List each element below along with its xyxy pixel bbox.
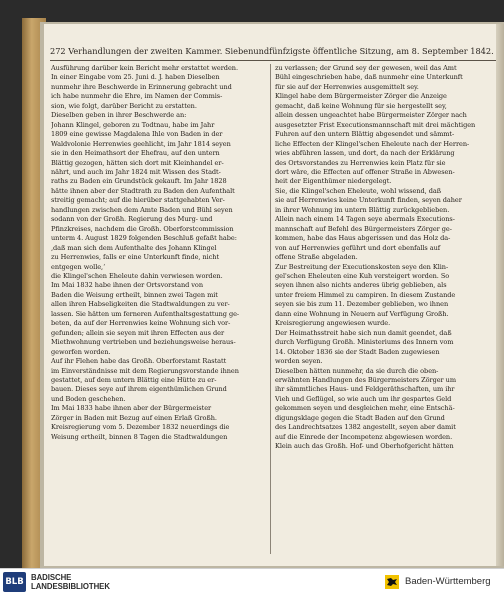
text-line: gel'schen Eheleuten eine Kuh versteigert worden. So [275, 271, 450, 280]
text-line: Klingel habe dem Bürgermeister Zörger die Anzeige [275, 92, 447, 101]
text-line: kommen, habe das Haus abgerissen und das Holz da- [275, 234, 451, 243]
left-text-column [51, 64, 271, 554]
text-line: allein dessen ungeachtet habe Bürgermeister Zörger nach [275, 111, 467, 120]
text-line: im Einverständnisse mit dem Regierungsvorstande ihnen [51, 366, 239, 375]
text-line: Ausführung darüber kein Bericht mehr erstattet werden. [51, 64, 238, 72]
text-line: geworfen worden. [51, 347, 111, 356]
text-line: Bühl eingeschrieben habe, daß nunmehr eine Unterkunft [275, 73, 463, 82]
text-line: Kreisregierung vom 5. Dezember 1832 neuerdings die [51, 423, 230, 432]
text-line: heit der Eigenthümer niedergelegt. [275, 177, 392, 186]
library-name-line-2: LANDESBIBLIOTHEK [31, 582, 110, 591]
text-line: Vieh und Geflügel, so wie auch um ihr gespartes Geld [275, 394, 452, 403]
text-line: dann eine Wohnung in Neuern auf Verfügung Großh. [275, 309, 449, 318]
text-line: streitig gemacht; auf die hierüber stattgehabten Ver- [51, 196, 225, 205]
text-line: Zur Bestreitung der Executionskosten seye den Klin- [275, 262, 449, 271]
text-line: Dieselben hätten nunmehr, da sie durch die oben- [275, 366, 439, 375]
text-line: Johann Klingel, geboren zu Todtnau, habe im Jahr [51, 120, 215, 129]
text-line: von auf Herrenwies geführt und dort ebenfalls auf [275, 243, 441, 252]
text-line: allen ihren Habseligkeiten die Stadtwaldungen zu ver- [51, 300, 230, 309]
footer-bar [0, 568, 504, 595]
text-line: wies abführen lassen, und dort, da nach der Erklärung [275, 149, 455, 158]
text-line: Dieselben geben in ihrer Beschwerde an: [51, 111, 187, 120]
text-line: ausgesetzter Frist Executionsmannschaft mit drei mächtigen [275, 120, 476, 129]
library-name[interactable] [31, 573, 110, 591]
header-rule [50, 60, 496, 61]
text-line: sie in den Heimathsort der Ehefrau, auf den untern [51, 149, 220, 158]
text-line: des Landrechtsatzes 1382 angestellt, seyen aber damit [275, 423, 456, 432]
text-line: Waldvolonie Herrenwies geehlicht, im Jahr 1814 seyen [51, 139, 231, 148]
text-line: gestattet, auf dem untern Blättig eine Hütte zu er- [51, 375, 217, 384]
text-line: Allein nach einem 14 Tagen seye abermals Executions- [275, 215, 455, 224]
text-line: sodann von der Großh. Regierung des Murg- und [51, 215, 213, 224]
text-line: Der Heimathsstreit habe sich nun damit geendet, daß [275, 328, 452, 337]
text-line: entgegen wolle,‘ [51, 262, 106, 271]
text-line: unterm 4. August 1829 folgenden Beschluß gefaßt habe: [51, 234, 237, 243]
text-line: erwähnten Handlungen des Bürgermeisters Zörger um [275, 375, 456, 384]
text-line: Fuhren auf den untern Blättig abgesendet und sämmt- [275, 130, 455, 139]
text-line: gemacht, daß keine Wohnung für sie hergestellt sey, [275, 101, 447, 110]
text-line: unter freiem Himmel zu campiren. In diesem Zustande [275, 290, 456, 299]
text-line: Pfinzkreises, nachdem die Großh. Oberforstcommission [51, 224, 234, 233]
baden-wuerttemberg-crest-icon [384, 574, 400, 590]
text-line: dort wäre, die Effecten auf offener Straße in Abwesen- [275, 167, 455, 176]
text-line: 14. Oktober 1836 sie der Stadt Baden zugewiesen [275, 347, 440, 356]
text-line: Kreisregierung angewiesen wurde. [275, 319, 391, 328]
right-text-column [275, 64, 495, 554]
text-line: nunmehr ihre Beschwerde in Erinnerung gebracht und [51, 82, 232, 91]
text-line: durch Verfügung Großh. Ministeriums des Innern vom [275, 338, 454, 347]
column-divider [270, 64, 271, 554]
blb-logo[interactable]: BLB [3, 572, 26, 592]
text-line: Auf ihr Flehen habe das Großh. Oberforstamt Rastatt [51, 357, 227, 366]
text-line: gefunden; allein sie seyen mit ihren Effecten aus der [51, 328, 225, 337]
text-line: seyen sie bis zum 11. Dezember geblieben, wo ihnen [275, 300, 449, 309]
text-line: auf die Einrede der Incompetenz abgewiesen worden. [275, 432, 453, 441]
text-line: Baden die Weisung ertheilt, binnen zwei Tagen mit [51, 290, 218, 299]
text-line: für sie auf der Herrenwies ausgemittelt sey. [275, 82, 419, 91]
text-line: Klein auch das Großh. Hof- und Oberhofgericht hätten [275, 442, 454, 451]
text-line: des Ortsvorstandes zu Herrenwies kein Platz für sie [275, 158, 446, 167]
text-line: in ihrer Wohnung im untern Blättig zurückgeblieben. [275, 205, 450, 214]
text-line: die Klingel'schen Eheleute dahin verwiesen worden. [51, 271, 223, 280]
text-line: offene Straße abgeladen. [275, 253, 358, 262]
text-line: sion, wie folgt, darüber Bericht zu erstatten. [51, 101, 197, 110]
text-line: Weisung ertheilt, binnen 8 Tagen die Stadtwaldungen [51, 432, 228, 441]
text-line: seyen ihnen also nichts anderes übrig geblieben, als [275, 281, 447, 290]
text-line: Im Mai 1833 habe ihnen aber der Bürgermeister [51, 404, 212, 413]
state-name[interactable]: Baden-Württemberg [405, 576, 491, 587]
text-line: Im Mai 1832 habe ihnen der Ortsvorstand von [51, 281, 203, 290]
text-line: Miethwohnung vertrieben und beziehungsweise heraus- [51, 338, 236, 347]
text-line: mannschaft auf Befehl des Bürgermeisters Zörger ge- [275, 224, 452, 233]
text-line: raths zu Baden ein Grundstück gekauft. Im Jahr 1828 [51, 177, 227, 186]
text-line: beten, da auf der Herrenwies keine Wohnung sich vor- [51, 319, 231, 328]
text-line: und Boden geschehen. [51, 394, 126, 403]
text-line: digungsklage gegen die Stadt Baden auf den Grund [275, 413, 445, 422]
text-line: bauen. Dieses seye auf ihrem eigenthümlichen Grund [51, 385, 227, 394]
text-line: ihr sämmtliches Haus- und Feldgeräthschaften, um ihr [275, 385, 455, 394]
text-line: lassen. Sie hätten um ferneren Aufenthaltsgestattung ge- [51, 309, 240, 318]
text-line: Blättig gezogen, hätten sich dort mit Kleinhandel er- [51, 158, 224, 167]
text-line: ‚daß man sich dem Aufenthalte des Johann Klingel [51, 243, 217, 252]
text-line: handlungen zwischen dem Amte Baden und Bühl seyen [51, 205, 233, 214]
text-line: hätte ihnen aber der Stadtrath zu Baden den Aufenthalt [51, 186, 235, 195]
text-line: In einer Eingabe vom 25. Juni d. J. haben Dieselben [51, 73, 220, 82]
text-line: Sie, die Klingel'schen Eheleute, wohl wissend, daß [275, 186, 442, 195]
text-line: ich habe nunmehr die Ehre, im Namen der Commis- [51, 92, 223, 101]
next-page-edge [496, 24, 504, 566]
text-line: sie auf Herrenwies keine Unterkunft finden, seyen daher [275, 196, 462, 205]
library-name-line-1: BADISCHE [31, 573, 72, 582]
text-line: Zörger in Baden mit Bezug auf einen Erlaß Großh. [51, 413, 217, 422]
text-line: gekommen seyen und desgleichen mehr, eine Entschä- [275, 404, 455, 413]
text-line: liche Effecten der Klingel'schen Eheleute nach der Herren- [275, 139, 470, 148]
text-line: zu Herrenwies, falls er eine Unterkunft finde, nicht [51, 253, 220, 262]
text-line: zu verlassen; der Grund sey der gewesen, weil das Amt [275, 64, 457, 72]
text-line: nährt, und auch im Jahr 1824 mit Wissen des Stadt- [51, 167, 221, 176]
text-line: 1809 eine gewisse Magdalena Ihle von Baden in der [51, 130, 223, 139]
text-line: worden seyen. [275, 357, 323, 366]
page-header: 272 Verhandlungen der zweiten Kammer. Siebenundfünfzigste öffentliche Sitzung, am 8. September 1842. [50, 46, 494, 56]
